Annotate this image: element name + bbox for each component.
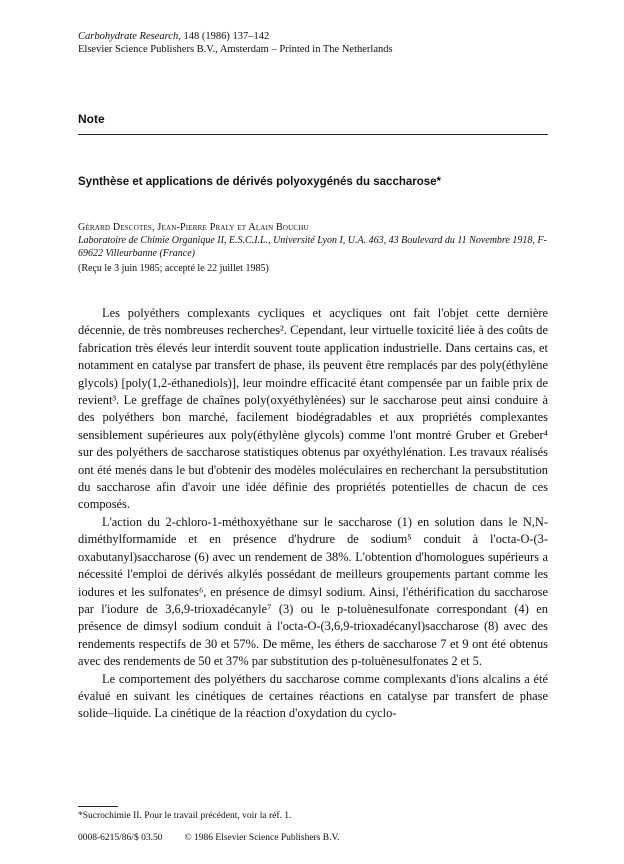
journal-name: Carbohydrate Research xyxy=(78,31,179,42)
footer-copyright xyxy=(78,832,548,844)
journal-citation-line xyxy=(78,30,548,43)
body-paragraph: L'action du 2-chloro-1-méthoxyéthane sur le saccharose (1) en solution dans le N,N-diméthylformamide et en présence d'hydrure de sodium⁵ conduit à l'octa-O-(3-oxabutanyl)saccharose (6) avec un rendement de 38%. L'obtention d'homologues supérieurs a nécessité l'emploi de dérivés alkylés possédant de meilleurs groupements partant comme les iodures et les sulfonates⁶, en présence de dimsyl sodium. Ainsi, l'éthérification du saccharose par l'iodure de 3,6,9-trioxadécanyle⁷ (3) ou le p-toluènesulfonate correspondant (4) en présence de dimsyl sodium conduit à l'octa-O-(3,6,9-trioxadécanyl)saccharose (8) avec des rendements respectifs de 30 et 57%. De même, les éthers de saccharose 7 et 9 ont été obtenus avec des rendements de 50 et 37% par substitution des p-toluènesulfonates 2 et 5. xyxy=(78,514,548,669)
footnote-rule xyxy=(78,806,118,807)
article-page xyxy=(78,30,548,723)
article-title: Synthèse et applications de dérivés polyoxygénés du saccharose* xyxy=(78,176,442,188)
received-date: (Reçu le 3 juin 1985; accepté le 22 juillet 1985) xyxy=(78,263,269,274)
section-label: Note xyxy=(78,112,105,126)
publisher-line: Elsevier Science Publishers B.V., Amsterdam – Printed in The Netherlands xyxy=(78,44,393,55)
journal-header xyxy=(78,30,548,56)
body-paragraph: Le comportement des polyéthers du saccharose comme complexants d'ions alcalins a été évalué en suivant les cinétiques de certaines réactions en catalyse par transfert de phase solide–liquide. La cinétique de la réaction d'oxydation du cyclo- xyxy=(78,671,548,721)
journal-citation: , 148 (1986) 137–142 xyxy=(178,31,270,42)
body-paragraph: Les polyéthers complexants cycliques et acycliques ont fait l'objet cette dernière décennie, de très nombreuses recherches². Cependant, leur virtuelle toxicité liée à des coûts de fabrication très élevés leur interdit souvent toute application industrielle. Dans certains cas, et notamment en catalyse par transfert de phase, ils peuvent être remplacés par des poly(éthylène glycols) [poly(1,2-éthanediols)], leur moindre efficacité étant compensée par un faible prix de revient³. Le greffage de chaînes poly(oxyéthylènées) sur le saccharose peut ainsi conduire à des polyéthers bon marché, facilement biodégradables et aux propriétés complexantes sensiblement supérieures aux poly(éthylène glycols) comme l'ont montré Gruber et Greber⁴ sur des polyéthers de saccharose statistiques obtenus par oxyéthylénation. Les travaux réalisés ont été menés dans le but d'obtenir des modèles moléculaires en recherchant la persubstitution du saccharose afin d'avoir une idée définie des propriétés potentielles de chacun de ces composés. xyxy=(78,306,548,512)
article-authors: Gérard Descotes, Jean-Pierre Praly et Alain Bouchu xyxy=(78,222,309,233)
article-body xyxy=(78,305,548,723)
footnote: *Sucrochimie II. Pour le travail précédent, voir la réf. 1. xyxy=(78,811,292,821)
issn-code: 0008-6215/86/$ 03.50 xyxy=(78,833,163,843)
header-rule xyxy=(78,134,548,135)
copyright-text: © 1986 Elsevier Science Publishers B.V. xyxy=(184,833,340,843)
article-affiliation: Laboratoire de Chimie Organique II, E.S.C.I.L., Université Lyon I, U.A. 463, 43 Boulevard du 11 Novembre 1918, F-69622 Villeurbanne (France) xyxy=(78,235,547,259)
